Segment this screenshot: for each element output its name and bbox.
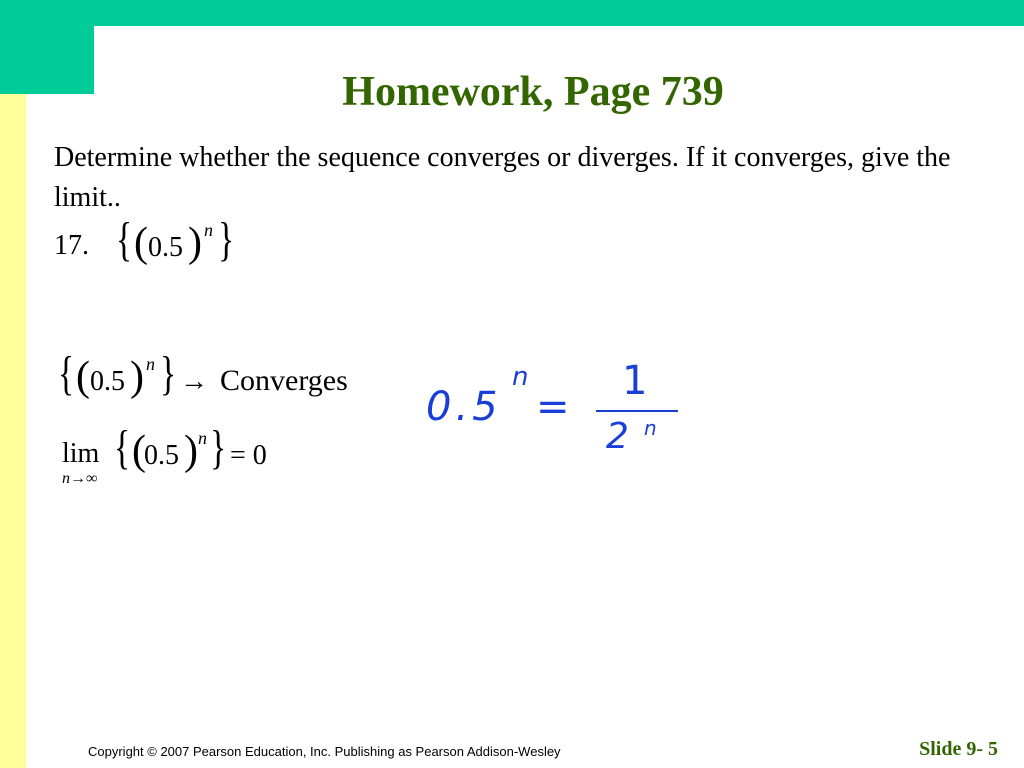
arrow-symbol: → (180, 366, 208, 397)
limit-equals-zero: = 0 (230, 440, 267, 471)
lim-subscript: n→∞ (62, 470, 98, 487)
lim-label: lim (62, 438, 100, 469)
converges-exponent: n (146, 354, 155, 374)
hw-denominator: 2 (606, 416, 629, 457)
converges-label: Converges (220, 364, 348, 397)
hw-fraction-bar (596, 410, 678, 412)
left-accent-strip (0, 94, 26, 768)
converges-statement: { ( 0.5 ) n } → Converges (58, 347, 348, 400)
hw-equals: = (536, 384, 570, 430)
converges-base: 0.5 (90, 366, 125, 397)
limit-exponent: n (198, 428, 207, 448)
handwritten-note (420, 360, 700, 470)
problem-base: 0.5 (148, 232, 183, 263)
top-accent-bar (0, 0, 1024, 26)
problem-number: 17. (54, 230, 89, 261)
hw-numerator: 1 (622, 358, 648, 404)
hw-lhs-exponent: n (512, 362, 529, 392)
slide-title: Homework, Page 739 (342, 69, 724, 115)
limit-statement: lim n→∞ { ( 0.5 ) n } = 0 (62, 421, 267, 487)
hw-lhs: 0.5 (426, 384, 502, 430)
problem-sequence: { ( 0.5 ) n } (116, 213, 235, 266)
problem-prompt: Determine whether the sequence converges or diverges. If it converges, give the limit.. (54, 142, 951, 213)
limit-base: 0.5 (144, 440, 179, 471)
copyright-footer: Copyright © 2007 Pearson Education, Inc. Publishing as Pearson Addison-Wesley (88, 744, 561, 759)
hw-denominator-exponent: n (644, 416, 657, 440)
problem-exponent: n (204, 220, 213, 240)
slide-number: Slide 9- 5 (919, 738, 998, 760)
